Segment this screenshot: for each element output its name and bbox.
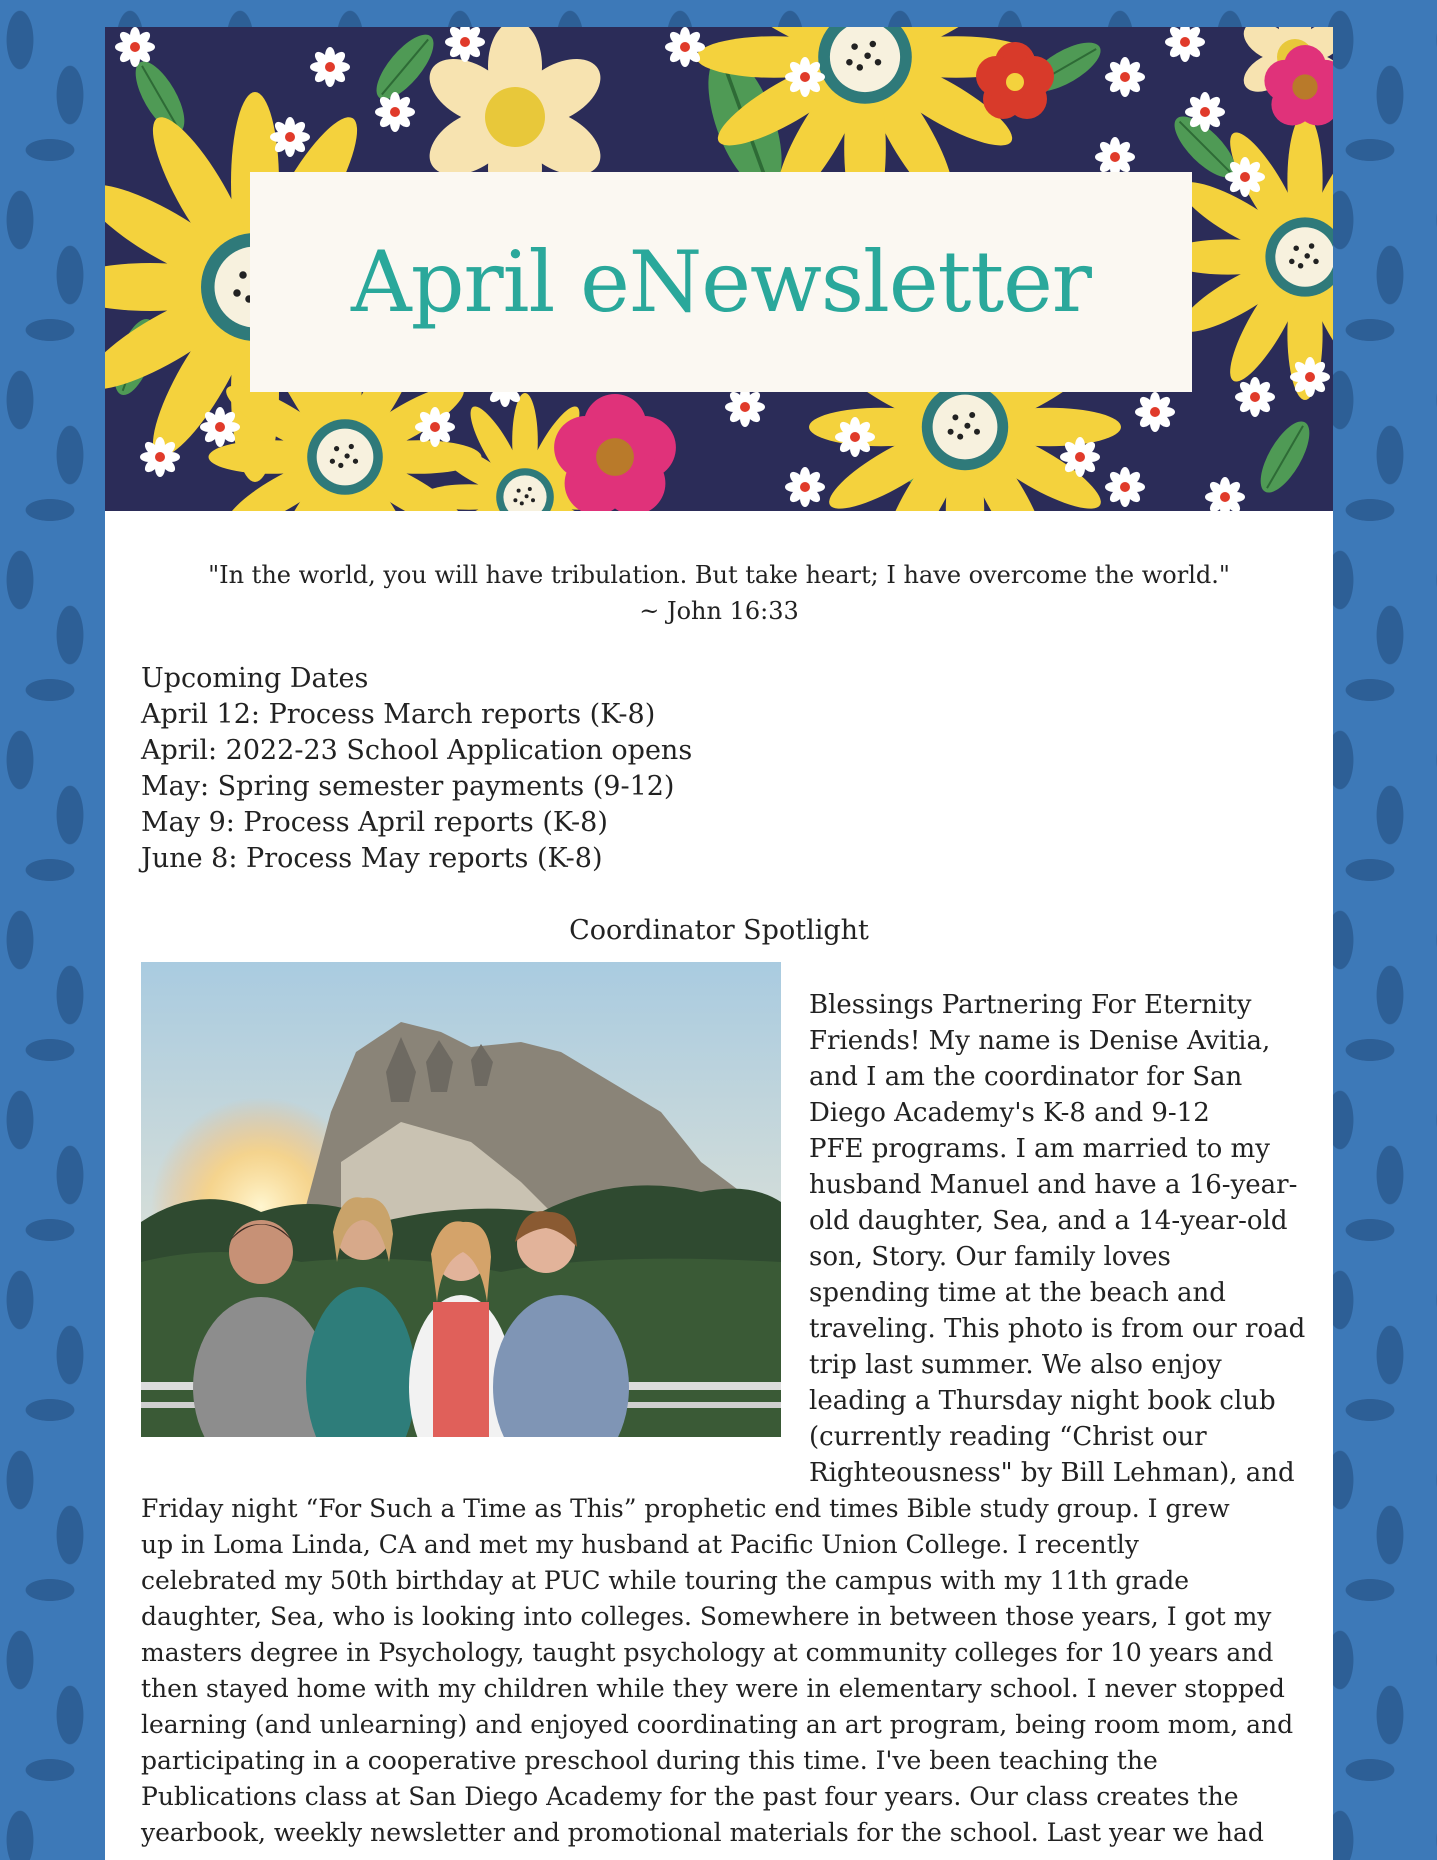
bio-line: leading a Thursday night book club <box>809 1386 1276 1416</box>
bible-verse <box>105 557 1333 629</box>
bio-line: spending time at the beach and <box>809 1278 1226 1308</box>
bio-line: and I am the coordinator for San <box>809 1062 1243 1092</box>
bio-line: Blessings Partnering For Eternity <box>809 990 1252 1020</box>
bio-line: traveling. This photo is from our road <box>809 1314 1306 1344</box>
date-item: May 9: Process April reports (K-8) <box>141 807 608 838</box>
bio-line: learning (and unlearning) and enjoyed coordinating an art program, being room mom, and <box>141 1710 1294 1739</box>
bio-line: trip last summer. We also enjoy <box>809 1350 1222 1380</box>
spotlight-heading: Coordinator Spotlight <box>569 915 869 946</box>
bio-line: daughter, Sea, who is looking into colleges. Somewhere in between those years, I got my <box>141 1602 1272 1631</box>
verse-citation: ~ John 16:33 <box>639 597 799 625</box>
family-photo-illustration <box>141 962 781 1437</box>
bio-line: masters degree in Psychology, taught psychology at community colleges for 10 years and <box>141 1638 1274 1667</box>
bio-line: husband Manuel and have a 16-year- <box>809 1170 1298 1200</box>
date-item: May: Spring semester payments (9-12) <box>141 771 675 802</box>
bio-line: participating in a cooperative preschool during this time. I've been teaching the <box>141 1746 1158 1775</box>
bio-line: PFE programs. I am married to my <box>809 1134 1270 1164</box>
upcoming-dates-section <box>141 661 941 877</box>
date-item: June 8: Process May reports (K-8) <box>141 843 603 874</box>
bio-line: yearbook, weekly newsletter and promotional materials for the school. Last year we had <box>141 1818 1264 1847</box>
bio-line: son, Story. Our family loves <box>809 1242 1171 1272</box>
bio-line: Righteousness" by Bill Lehman), and <box>809 1458 1295 1488</box>
bio-line: old daughter, Sea, and a 14-year-old <box>809 1206 1288 1236</box>
bio-line: up in Loma Linda, CA and met my husband at Pacific Union College. I recently <box>141 1530 1139 1559</box>
bio-line: (currently reading “Christ our <box>809 1422 1207 1452</box>
newsletter-title: April eNewsletter <box>351 233 1091 331</box>
date-item: April 12: Process March reports (K-8) <box>141 699 656 730</box>
bio-line: Publications class at San Diego Academy for the past four years. Our class creates the <box>141 1782 1239 1811</box>
bio-line: Friends! My name is Denise Avitia, <box>809 1026 1271 1056</box>
bio-line: Diego Academy's K-8 and 9-12 <box>809 1098 1210 1128</box>
coordinator-bio-side <box>809 987 1309 1491</box>
title-panel <box>250 172 1192 392</box>
bio-line: Friday night “For Such a Time as This” prophetic end times Bible study group. I grew <box>141 1494 1230 1523</box>
newsletter-page <box>105 27 1333 1860</box>
bio-line: then stayed home with my children while they were in elementary school. I never stopped <box>141 1674 1285 1703</box>
family-photo <box>141 962 781 1437</box>
upcoming-dates-heading: Upcoming Dates <box>141 663 369 694</box>
coordinator-bio-continued <box>141 1491 1311 1851</box>
date-item: April: 2022-23 School Application opens <box>141 735 693 766</box>
verse-quote: "In the world, you will have tribulation. But take heart; I have overcome the world." <box>208 561 1230 589</box>
floral-banner <box>105 27 1333 511</box>
bio-line: celebrated my 50th birthday at PUC while touring the campus with my 11th grade <box>141 1566 1190 1595</box>
